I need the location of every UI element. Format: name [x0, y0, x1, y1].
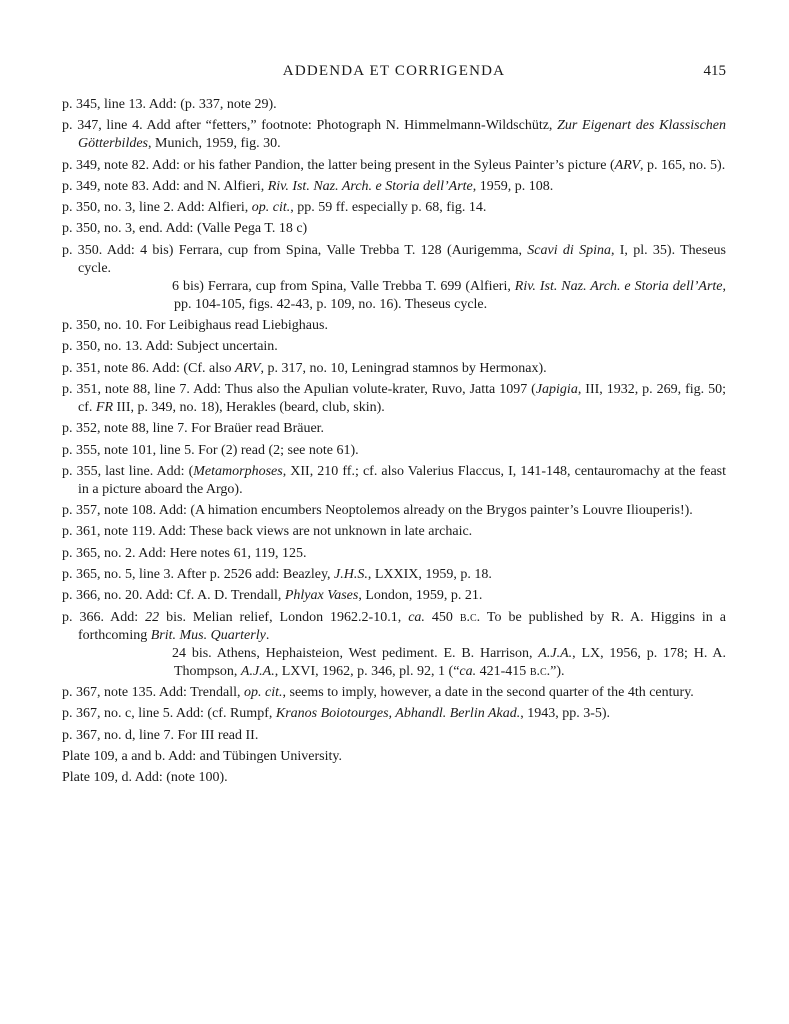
addenda-entry: p. 349, note 82. Add: or his father Pandion, the latter being present in the Syleus Painter’s picture (ARV, p. 165, no. 5).: [62, 157, 726, 173]
page-number: 415: [703, 63, 726, 79]
addenda-entry: p. 355, last line. Add: (Metamorphoses, XII, 210 ff.; cf. also Valerius Flaccus, I, 141-148, centauromachy at the feast in a picture aboard the Argo).: [62, 463, 727, 497]
running-head: ADDENDA ET CORRIGENDA: [282, 63, 506, 79]
addenda-list: [62, 96, 726, 790]
addenda-entry: p. 366. Add: 22 bis. Melian relief, London 1962.2-10.1, ca. 450 b.c. To be published by R. A. Higgins in a forthcoming Brit. Mus. Quarterly. 24 bis. Athens, Hephaisteion, West pediment. E. B. Harrison, A.J.A., LX, 1956, p. 178; H. A. Thompson, A.J.A., LXVI, 1962, p. 346, pl. 92, 1 (“ca. 421-415 b.c.”).: [62, 609, 727, 679]
addenda-entry: p. 357, note 108. Add: (A himation encumbers Neoptolemos already on the Brygos painter’s Louvre Iliouperis!).: [62, 503, 693, 519]
addenda-entry: p. 367, no. c, line 5. Add: (cf. Rumpf, Kranos Boiotourges, Abhandl. Berlin Akad., 1943, pp. 3-5).: [62, 706, 611, 722]
addenda-entry: p. 367, note 135. Add: Trendall, op. cit., seems to imply, however, a date in the second quarter of the 4th century.: [62, 684, 694, 700]
addenda-entry: p. 350, no. 10. For Leibighaus read Liebighaus.: [62, 318, 328, 334]
addenda-entry: p. 361, note 119. Add: These back views are not unknown in late archaic.: [62, 524, 473, 540]
addenda-entry: p. 366, no. 20. Add: Cf. A. D. Trendall, Phlyax Vases, London, 1959, p. 21.: [62, 588, 483, 604]
addenda-entry: Plate 109, a and b. Add: and Tübingen University.: [62, 748, 342, 764]
addenda-entry: p. 349, note 83. Add: and N. Alfieri, Riv. Ist. Naz. Arch. e Storia dell’Arte, 1959, p. 108.: [62, 178, 554, 194]
addenda-entry: p. 365, no. 2. Add: Here notes 61, 119, 125.: [62, 545, 307, 561]
page-header: [62, 63, 726, 83]
addenda-entry: p. 350. Add: 4 bis) Ferrara, cup from Spina, Valle Trebba T. 128 (Aurigemma, Scavi di Spina, I, pl. 35). Theseus cycle. 6 bis) Ferrara, cup from Spina, Valle Trebba T. 699 (Alfieri, Riv. Ist. Naz. Arch. e Storia dell’Arte, pp. 104-105, figs. 42-43, p. 109, no. 16). Theseus cycle.: [62, 242, 726, 312]
addenda-entry: p. 367, no. d, line 7. For III read II.: [62, 727, 259, 743]
addenda-entry: p. 351, note 88, line 7. Add: Thus also the Apulian volute-krater, Ruvo, Jatta 1097 (Japigia, III, 1932, p. 269, fig. 50; cf. FR III, p. 349, no. 18), Herakles (beard, club, skin).: [62, 381, 727, 415]
addenda-entry: p. 365, no. 5, line 3. After p. 2526 add: Beazley, J.H.S., LXXIX, 1959, p. 18.: [62, 567, 492, 583]
addenda-entry: p. 355, note 101, line 5. For (2) read (2; see note 61).: [62, 442, 359, 458]
addenda-entry: p. 350, no. 3, line 2. Add: Alfieri, op. cit., pp. 59 ff. especially p. 68, fig. 14.: [62, 200, 487, 216]
addenda-entry: p. 345, line 13. Add: (p. 337, note 29).: [62, 97, 277, 112]
addenda-entry: p. 352, note 88, line 7. For Braüer read Bräuer.: [62, 421, 325, 437]
addenda-entry: p. 347, line 4. Add after “fetters,” footnote: Photograph N. Himmelmann-Wildschütz, Zur Eigenart des Klassischen Götterbildes, Munich, 1959, fig. 30.: [62, 118, 727, 152]
addenda-entry: p. 350, no. 3, end. Add: (Valle Pega T. 18 c): [62, 221, 308, 237]
addenda-entry: p. 350, no. 13. Add: Subject uncertain.: [62, 339, 278, 355]
addenda-entry: p. 351, note 86. Add: (Cf. also ARV, p. 317, no. 10, Leningrad stamnos by Hermonax).: [62, 360, 547, 376]
addenda-entry: Plate 109, d. Add: (note 100).: [62, 770, 228, 786]
